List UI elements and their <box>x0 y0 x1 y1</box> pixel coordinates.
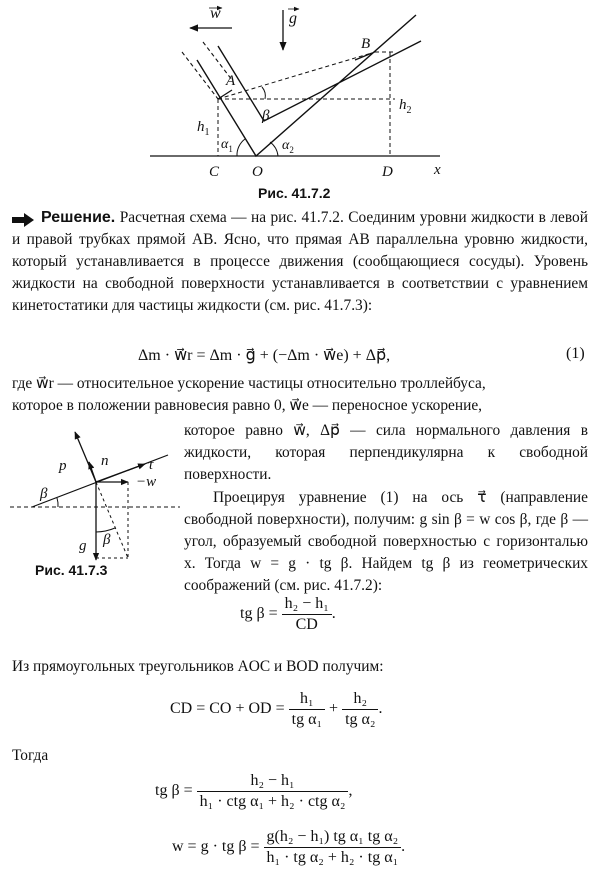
fig1-label-x: x <box>434 162 441 178</box>
equation-4: tg β = $\frac{\text{h₂ − h₁}}{\text{h₁ · ctg α₁ + h₂ · ctg α₂}}$ , <box>155 772 353 810</box>
fig2-label-minus-w: −w <box>136 474 157 490</box>
figure-41-7-3 <box>0 420 185 585</box>
fig2-label-beta-1: β <box>40 486 48 502</box>
fig1-caption: Рис. 41.7.2 <box>258 185 331 201</box>
fig2-label-tau: τ <box>148 457 154 473</box>
equation-3: CD = CO + OD = $\frac{\text{h₁}}{\text{tg α₁}}$ + $\frac{\text{h₂}}{\text{tg α₂}}$ . <box>170 690 383 728</box>
solution-heading: Решение. <box>41 209 116 226</box>
solution-p2-line1: где w⃗r — относительное ускорение частицы относительно троллейбуса, <box>12 375 486 392</box>
fig1-label-beta: β <box>262 108 270 124</box>
fig1-label-alpha1: $\alpha_1$ <box>221 137 233 154</box>
line-ab <box>218 52 375 99</box>
fig1-label-B: B <box>361 36 371 52</box>
equation-5: w = g · tg β = $\frac{\text{g(h₂ − h₁) tg α₁ tg α₂}}{\text{h₁ · tg α₂ + h₂ · tg α₁}}$ . <box>172 828 406 866</box>
fig1-label-O: O <box>252 164 263 180</box>
equation-2: tg β = $\frac{\text{h₂ − h₁}}{CD}$ . <box>240 595 336 633</box>
figure-41-7-2 <box>0 0 600 205</box>
solution-p4: Из прямоугольных треугольников AOC и BOD получим: <box>12 658 384 675</box>
equation-1-number: (1) <box>566 345 585 362</box>
fig2-label-n: n <box>101 453 109 469</box>
fig1-label-h1: $h_1$ <box>197 119 210 138</box>
fig1-label-g: g <box>289 10 297 27</box>
fig2-label-p: p <box>59 458 67 474</box>
fig1-label-C: C <box>209 164 220 180</box>
fig1-label-h2: $h_2$ <box>399 97 412 116</box>
fig1-label-A: A <box>226 73 236 89</box>
fig1-label-D: D <box>382 164 393 180</box>
equation-1: Δm · w⃗r = Δm · g⃗ + (−Δm · w⃗e) + Δp⃗, <box>138 347 391 364</box>
fig1-label-w: w <box>210 5 221 22</box>
solution-p2-wrap: которое равно w⃗, Δp⃗ — сила нормального давления в жидкости, которая перпендикулярна к свободной поверхности. <box>184 422 588 483</box>
fig2-caption: Рис. 41.7.3 <box>35 562 108 578</box>
fig2-label-beta-2: β <box>103 532 111 548</box>
solution-paragraph-1 <box>12 207 588 317</box>
solution-then: Тогда <box>12 747 49 764</box>
solution-p2-line2: которое в положении равновесия равно 0, w⃗e — переносное ускорение, <box>12 397 483 414</box>
vector-n-arrow <box>89 462 96 482</box>
fig2-label-g: g <box>79 538 87 554</box>
fig1-label-alpha2: $\alpha_2$ <box>282 138 294 155</box>
solution-p1: Расчетная схема — на рис. 41.7.2. Соединим уровни жидкости в левой и правой трубках прямой AB. Ясно, что прямая AB параллельна уровню жидкости, который устанавливается в процессе движения (сообщающиеся сосуды). Уровень жидкости на свободной поверхности устанавливается в соответствии с уравнением кинетостатики для частицы жидкости (см. рис. 41.7.3): <box>12 209 588 314</box>
solution-p3: Проецируя уравнение (1) на ось τ⃗ (направление свободной поверхности), получим: g sin β = w cos β, где β — угол, образуемый свободной поверхностью с горизонталью x. Тогда w = g · tg β. Найдем tg β из геометрических соображений (см. рис. 41.7.2): <box>184 489 588 594</box>
